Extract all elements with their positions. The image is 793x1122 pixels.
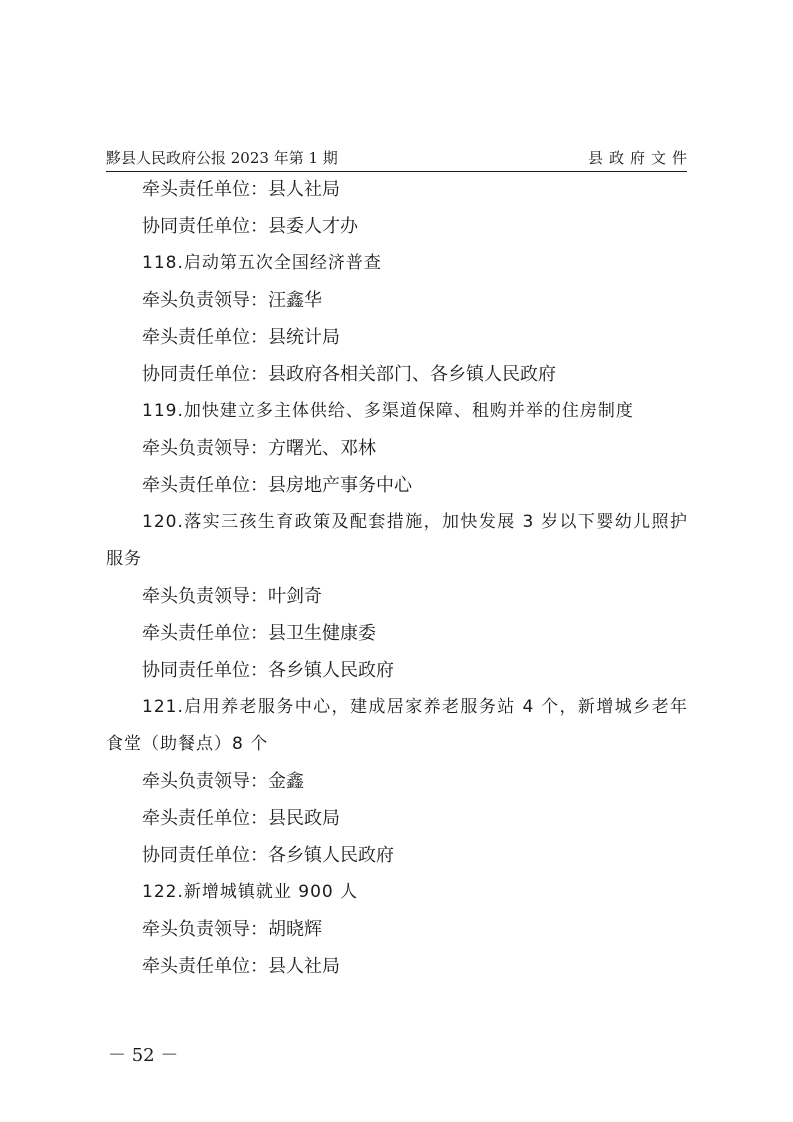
responsible-leader: 牵头负责领导：方曙光、邓林: [142, 438, 376, 459]
responsible-unit: 牵头责任单位：县人社局: [142, 179, 340, 200]
cooperating-unit: 协同责任单位：各乡镇人民政府: [142, 845, 394, 866]
bulletin-title: 黟县人民政府公报 2023 年第 1 期: [106, 149, 338, 167]
responsible-leader: 牵头负责领导：汪鑫华: [142, 290, 322, 311]
page-number: － 52 －: [108, 1045, 179, 1066]
page-header: [106, 142, 693, 168]
responsible-unit: 牵头责任单位：县人社局: [142, 956, 340, 977]
item-heading: 120.落实三孩生育政策及配套措施，加快发展 3 岁以下婴幼儿照护: [142, 512, 688, 532]
item-heading: 122.新增城镇就业 900 人: [142, 882, 359, 902]
cooperating-unit: 协同责任单位：县委人才办: [142, 216, 358, 237]
section-title: 县政府文件: [587, 149, 693, 167]
cooperating-unit: 协同责任单位：各乡镇人民政府: [142, 660, 394, 681]
cooperating-unit: 协同责任单位：县政府各相关部门、各乡镇人民政府: [142, 364, 556, 385]
responsible-unit: 牵头责任单位：县卫生健康委: [142, 623, 376, 644]
item-heading: 121.启用养老服务中心，建成居家养老服务站 4 个，新增城乡老年: [142, 697, 688, 717]
responsible-unit: 牵头责任单位：县统计局: [142, 327, 340, 348]
responsible-leader: 牵头负责领导：金鑫: [142, 771, 304, 792]
responsible-unit: 牵头责任单位：县房地产事务中心: [142, 475, 412, 496]
item-heading: 118.启动第五次全国经济普查: [142, 253, 382, 273]
item-heading-continuation: 服务: [106, 549, 142, 569]
item-heading-continuation: 食堂（助餐点）8 个: [106, 734, 269, 754]
responsible-unit: 牵头责任单位：县民政局: [142, 808, 340, 829]
responsible-leader: 牵头负责领导：胡晓辉: [142, 919, 322, 940]
responsible-leader: 牵头负责领导：叶剑奇: [142, 586, 322, 607]
item-heading: 119.加快建立多主体供给、多渠道保障、租购并举的住房制度: [142, 401, 634, 421]
document-body: [106, 171, 688, 985]
